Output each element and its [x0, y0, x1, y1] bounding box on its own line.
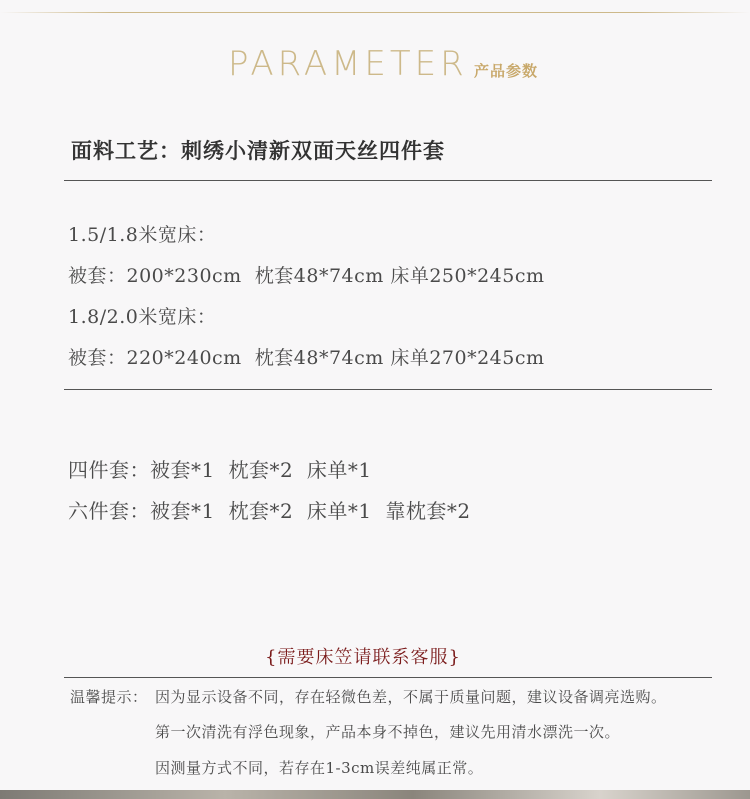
top-divider	[0, 12, 750, 13]
note-line-3: 因测量方式不同，若存在1-3cm误差纯属正常。	[155, 759, 484, 777]
note-line-2: 第一次清洗有浮色现象，产品本身不掉色，建议先用清水漂洗一次。	[155, 723, 621, 741]
contact-service-text: {需要床笠请联系客服}	[265, 647, 461, 668]
divider-notes	[64, 677, 712, 678]
fabric-line: 面料工艺：刺绣小清新双面天丝四件套	[71, 138, 445, 163]
page-subtitle: 产品参数	[474, 62, 539, 80]
size-detail-2: 被套：220*240cm 枕套48*74cm 床单270*245cm	[68, 347, 545, 369]
size-heading-1: 1.5/1.8米宽床：	[68, 224, 217, 246]
page-title: PARAMETER	[228, 44, 468, 84]
size-detail-1: 被套：200*230cm 枕套48*74cm 床单250*245cm	[68, 265, 545, 287]
size-heading-2: 1.8/2.0米宽床：	[68, 306, 217, 328]
note-line-1: 因为显示设备不同，存在轻微色差，不属于质量问题，建议设备调亮选购。	[155, 688, 667, 706]
set-four-piece: 四件套：被套*1 枕套*2 床单*1	[68, 458, 372, 482]
bottom-photo-strip	[0, 790, 750, 799]
divider-sizes	[64, 389, 712, 390]
divider-fabric	[64, 180, 712, 181]
notes-label: 温馨提示：	[70, 688, 148, 706]
set-six-piece: 六件套：被套*1 枕套*2 床单*1 靠枕套*2	[68, 499, 471, 523]
